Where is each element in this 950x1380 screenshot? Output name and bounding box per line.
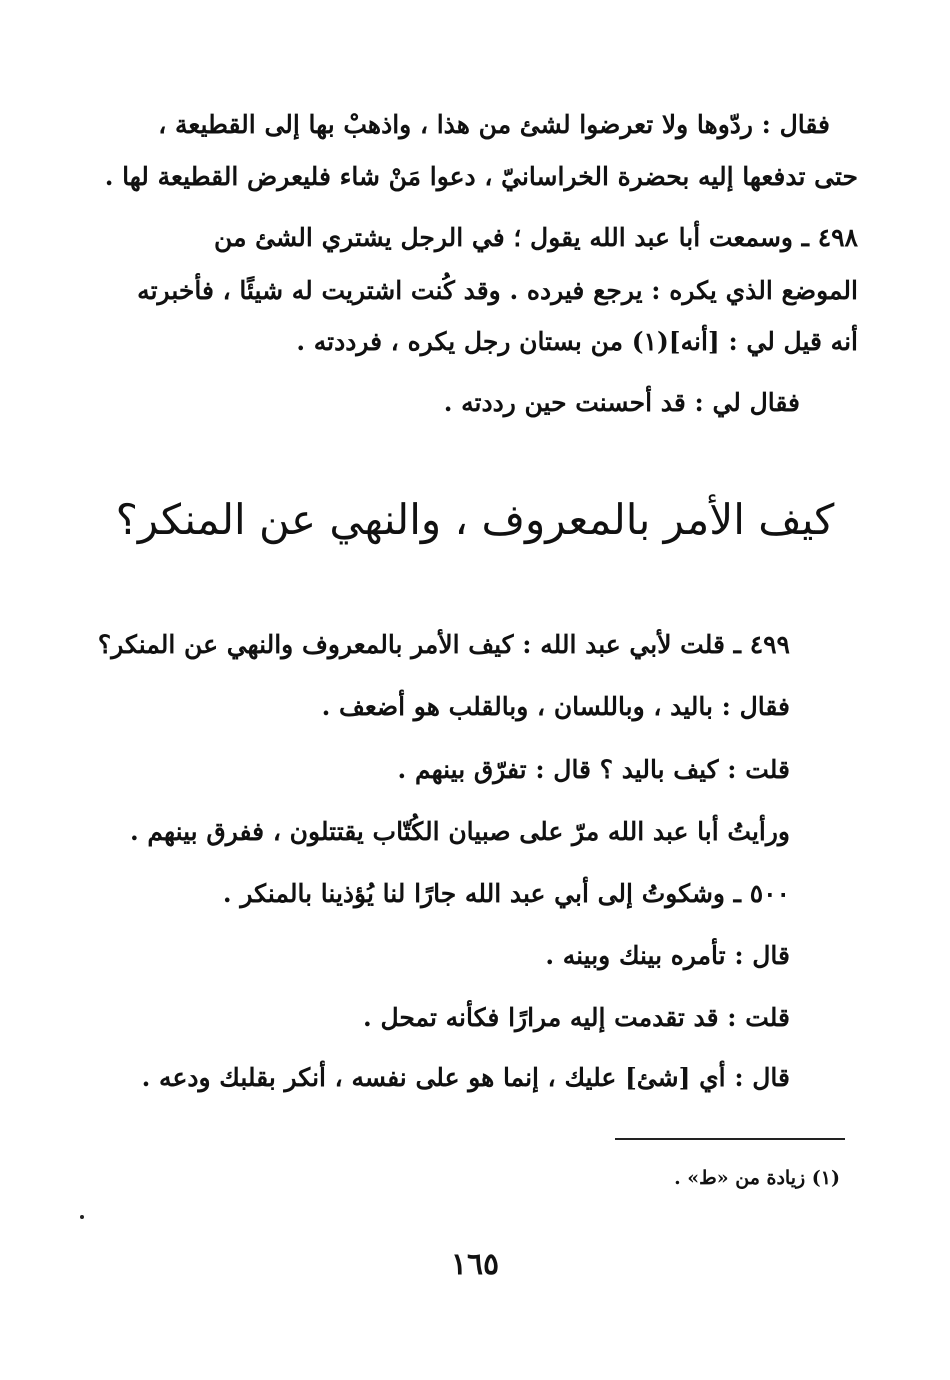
text-line-10: ورأيتُ أبا عبد الله مرّ على صبيان الكُتّاب يقتتلون ، ففرق بينهم .: [130, 817, 790, 846]
text-line-13: قلت : قد تقدمت إليه مرارًا فكأنه تمحل .: [363, 1003, 790, 1032]
text-line-3: ٤٩٨ ـ وسمعت أبا عبد الله يقول ؛ في الرجل يشتري الشئ من: [214, 223, 858, 252]
text-line-6: فقال لي : قد أحسنت حين رددته .: [443, 388, 800, 417]
text-line-5: أنه قيل لي : [أنه](١) من بستان رجل يكره ، فرددته .: [296, 327, 858, 356]
text-line-7: ٤٩٩ ـ قلت لأبي عبد الله : كيف الأمر بالمعروف والنهي عن المنكر؟: [97, 630, 790, 659]
text-line-1: فقال : ردّوها ولا تعرضوا لشئ من هذا ، واذهبْ بها إلى القطيعة ،: [158, 110, 830, 139]
text-line-2: حتى تدفعها إليه بحضرة الخراسانيّ ، دعوا مَنْ شاء فليعرض القطيعة لها .: [104, 162, 858, 191]
footnote: (١) زيادة من «ط» .: [674, 1167, 840, 1189]
footnote-separator: [615, 1138, 845, 1140]
text-line-9: قلت : كيف باليد ؟ قال : تفرّق بينهم .: [397, 755, 790, 784]
section-heading: كيف الأمر بالمعروف ، والنهي عن المنكر؟: [115, 495, 835, 544]
text-line-12: قال : تأمره بينك وبينه .: [545, 941, 790, 970]
print-speck: [80, 1215, 84, 1219]
text-line-4: الموضع الذي يكره : يرجع فيرده . وقد كُنت اشتريت له شيئًا ، فأخبرته: [137, 276, 858, 305]
text-line-14: قال : أي [شئ] عليك ، إنما هو على نفسه ، أنكر بقلبك ودعه .: [141, 1063, 790, 1092]
page-number: ١٦٥: [450, 1247, 500, 1282]
text-line-8: فقال : باليد ، وباللسان ، وبالقلب هو أضعف .: [321, 692, 790, 721]
text-line-11: ٥٠٠ ـ وشكوتُ إلى أبي عبد الله جارًا لنا يُؤذينا بالمنكر .: [222, 879, 790, 908]
